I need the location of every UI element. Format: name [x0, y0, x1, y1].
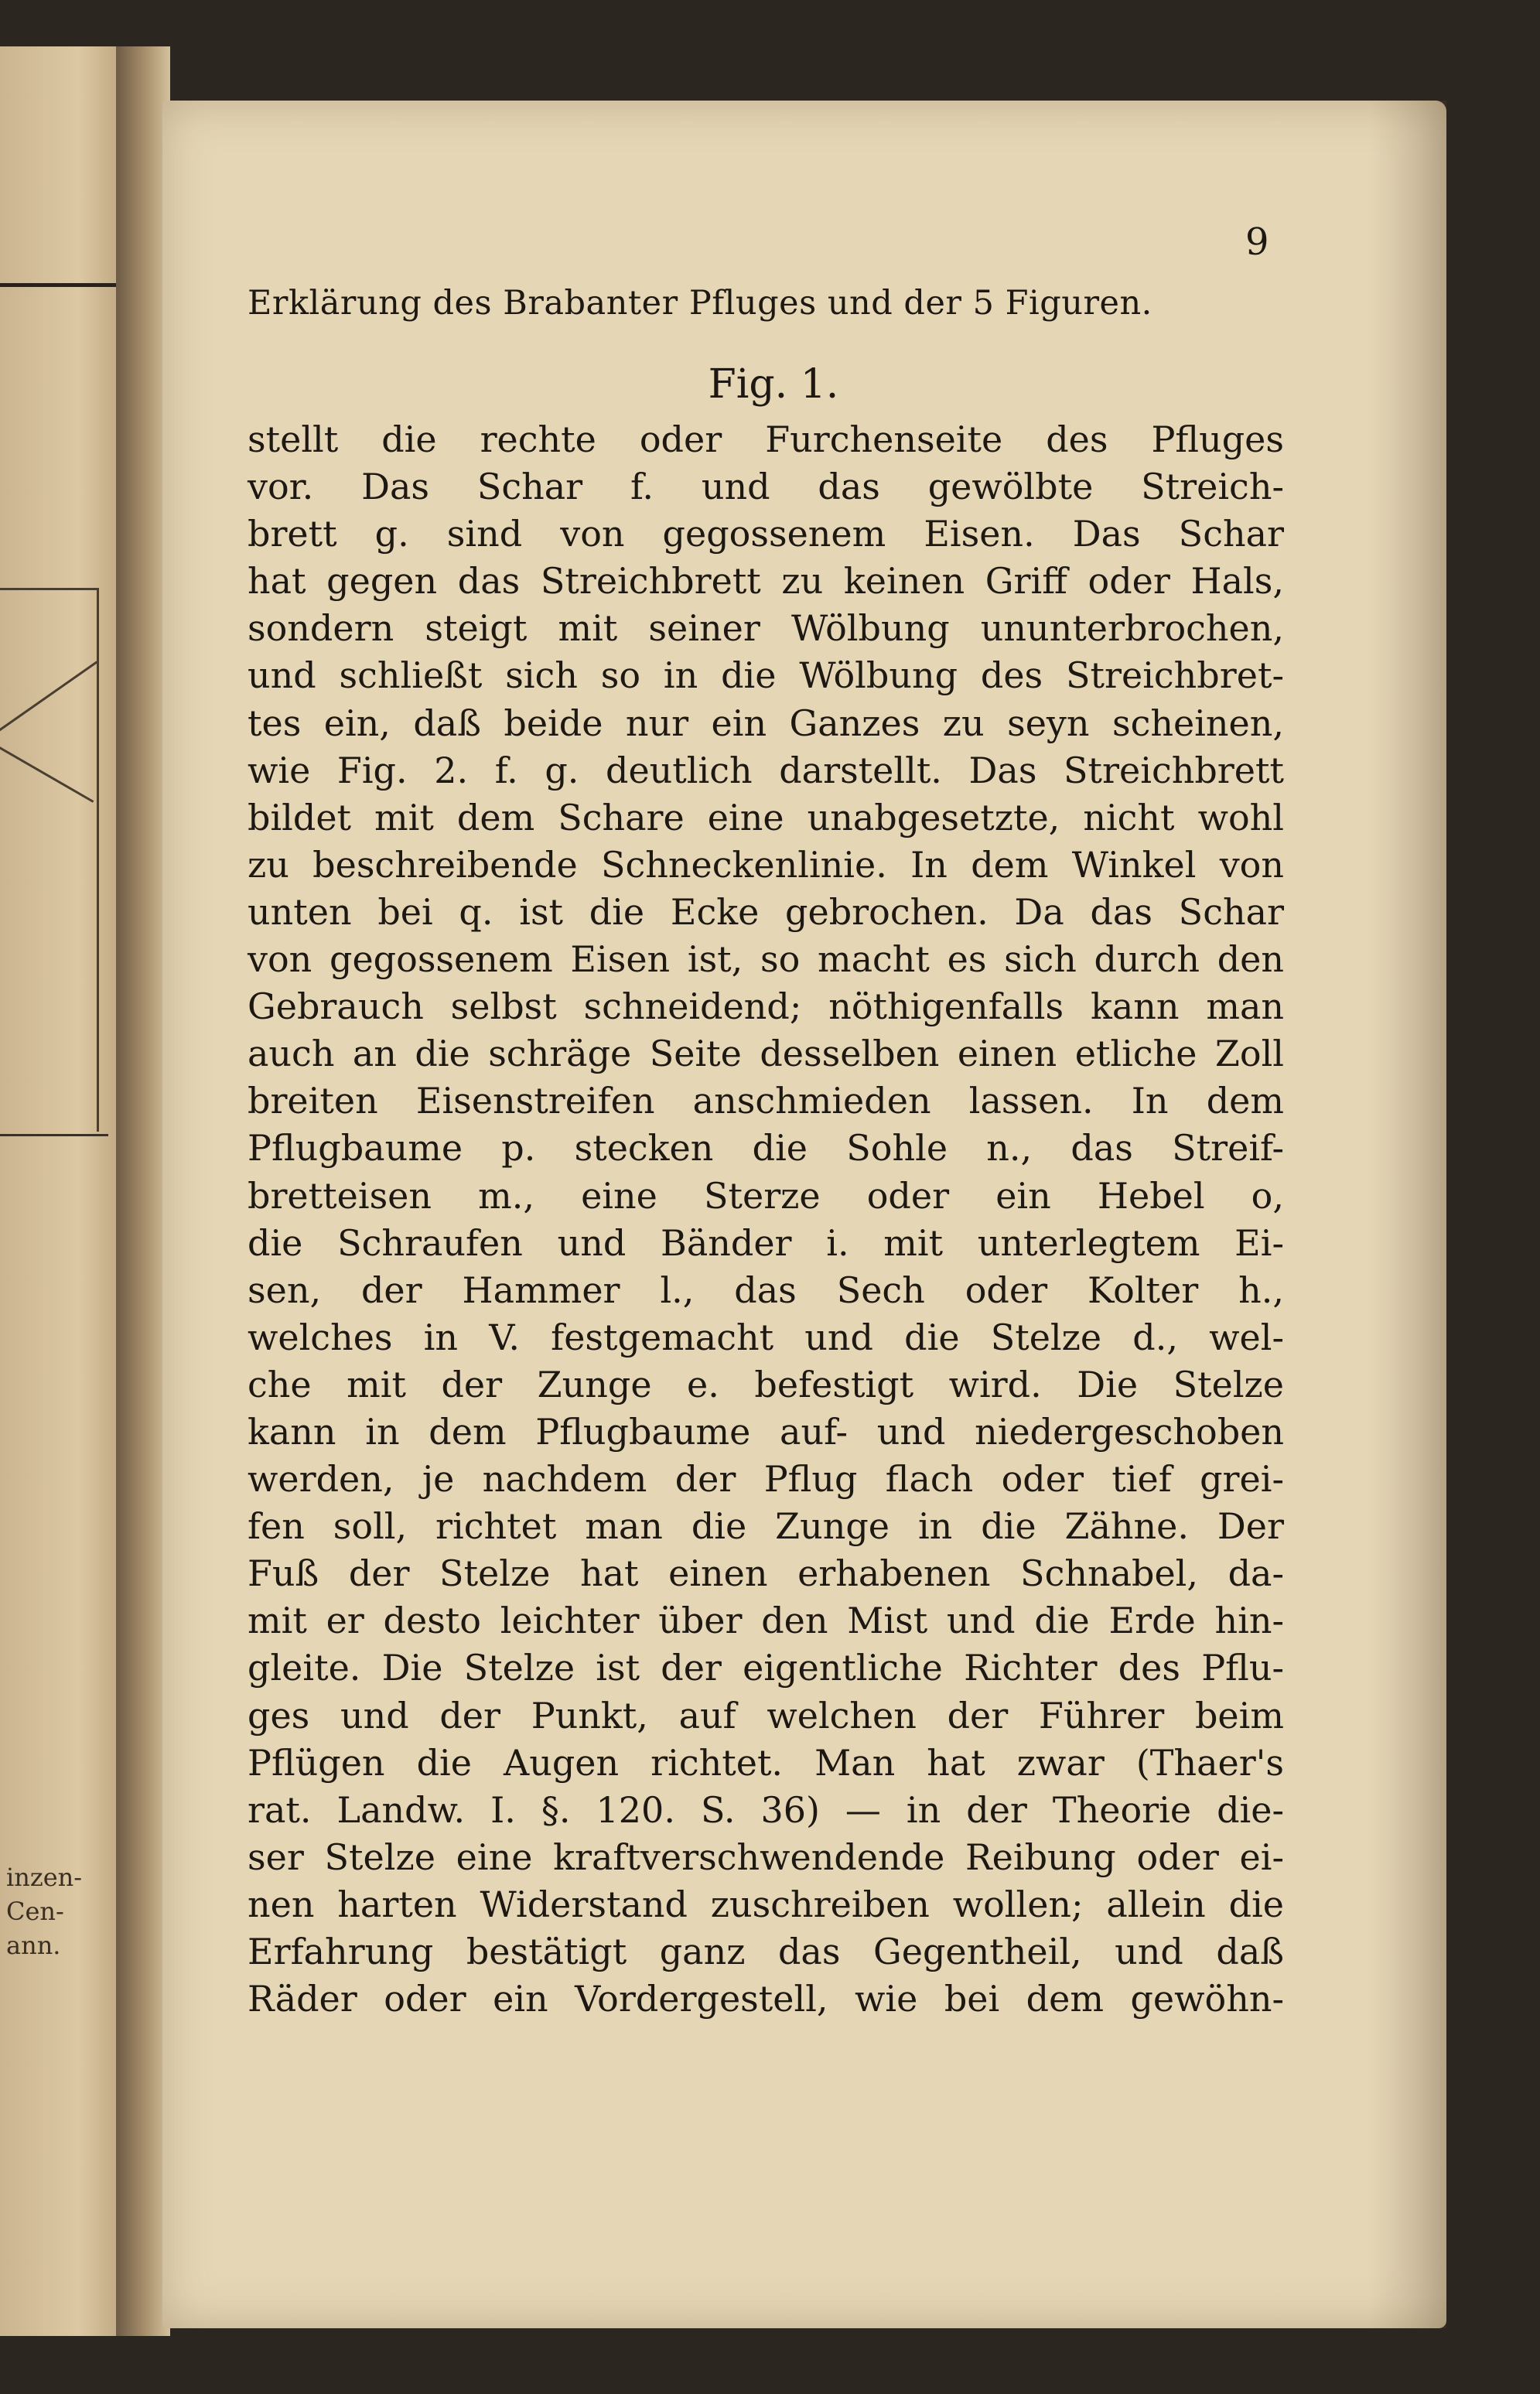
text-line: stellt die rechte oder Furchenseite des Pfluges: [248, 418, 1284, 460]
figure-heading: Fig. 1.: [708, 361, 839, 408]
text-line: welches in V. festgemacht und die Stelze d., wel-: [248, 1316, 1284, 1358]
text-line: brett g. sind von gegossenem Eisen. Das Schar: [248, 513, 1284, 555]
text-line: Gebrauch selbst schneidend; nöthigenfalls kann man: [248, 985, 1284, 1028]
text-line: che mit der Zunge e. befestigt wird. Die Stelze: [248, 1363, 1284, 1405]
text-line: unten bei q. ist die Ecke gebrochen. Da das Schar: [248, 890, 1284, 933]
text-line: rat. Landw. I. §. 120. S. 36) — in der Theorie die-: [248, 1788, 1284, 1831]
left-margin-text: [6, 1860, 99, 1962]
left-page-edge: [0, 46, 131, 2336]
left-margin-line: Cen-: [6, 1897, 64, 1926]
text-line: kann in dem Pflugbaume auf- und niedergeschoben: [248, 1410, 1284, 1453]
text-line: wie Fig. 2. f. g. deutlich darstellt. Das Streichbrett: [248, 749, 1284, 791]
text-line: und schließt sich so in die Wölbung des Streichbret-: [248, 654, 1284, 697]
text-line: tes ein, daß beide nur ein Ganzes zu seyn scheinen,: [248, 702, 1284, 744]
text-line: auch an die schräge Seite desselben einen etliche Zoll: [248, 1033, 1284, 1075]
text-line: Pflügen die Augen richtet. Man hat zwar (Thaer's: [248, 1741, 1284, 1784]
text-line: gleite. Die Stelze ist der eigentliche Richter des Pflu-: [248, 1647, 1284, 1689]
text-line: vor. Das Schar f. und das gewölbte Streich-: [248, 466, 1284, 508]
text-line: sen, der Hammer l., das Sech oder Kolter h.,: [248, 1269, 1284, 1311]
page-curl-shadow: [1369, 101, 1446, 2328]
text-line: von gegossenem Eisen ist, so macht es sich durch den: [248, 938, 1284, 981]
page-text: [248, 224, 1299, 2023]
text-line: Erfahrung bestätigt ganz das Gegentheil, und daß: [248, 1931, 1284, 1972]
text-line: breiten Eisenstreifen anschmieden lassen. In dem: [248, 1080, 1284, 1122]
text-line: werden, je nachdem der Pflug flach oder tief grei-: [248, 1458, 1284, 1501]
text-line: mit er desto leichter über den Mist und die Erde hin-: [248, 1600, 1284, 1642]
left-page-rule: [0, 283, 116, 287]
text-line: hat gegen das Streichbrett zu keinen Griff oder Hals,: [248, 560, 1284, 603]
text-line: nen harten Widerstand zuschreiben wollen; allein die: [248, 1883, 1284, 1925]
text-line: Fuß der Stelze hat einen erhabenen Schnabel, da-: [248, 1552, 1284, 1595]
text-line: bildet mit dem Schare eine unabgesetzte, nicht wohl: [248, 796, 1284, 838]
text-line: ser Stelze eine kraftverschwendende Reibung oder ei-: [248, 1836, 1284, 1878]
page-number: 9: [1245, 220, 1269, 264]
left-margin-line: ann.: [6, 1931, 61, 1960]
body-text: [248, 416, 1299, 2023]
text-line: ges und der Punkt, auf welchen der Führer beim: [248, 1694, 1284, 1737]
text-line: fen soll, richtet man die Zunge in die Zähne. Der: [248, 1505, 1284, 1548]
text-line: die Schraufen und Bänder i. mit unterlegtem Ei-: [248, 1221, 1284, 1264]
text-line: Räder oder ein Vordergestell, wie bei dem gewöhn-: [248, 1978, 1284, 2020]
left-margin-line: inzen-: [6, 1863, 83, 1892]
text-line: bretteisen m., eine Sterze oder ein Hebel o,: [248, 1174, 1284, 1217]
left-page-rule: [0, 1134, 108, 1136]
text-line: Pflugbaume p. stecken die Sohle n., das Streif-: [248, 1127, 1284, 1170]
text-line: zu beschreibende Schneckenlinie. In dem Winkel von: [248, 843, 1284, 886]
text-line: sondern steigt mit seiner Wölbung ununterbrochen,: [248, 607, 1284, 650]
running-header: Erklärung des Brabanter Pfluges und der 5 Figuren.: [248, 284, 1152, 323]
